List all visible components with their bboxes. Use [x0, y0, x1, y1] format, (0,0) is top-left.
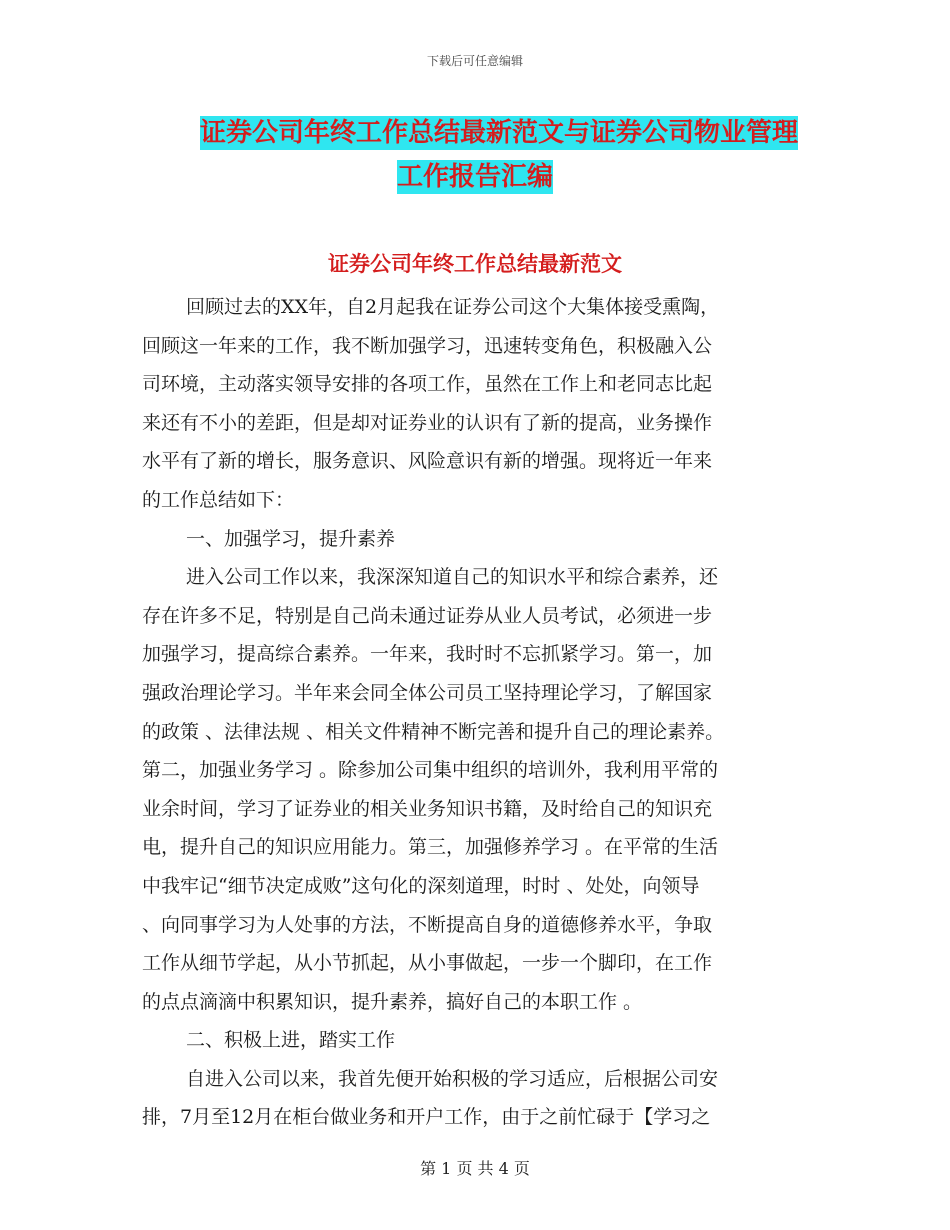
text-line: 排，7月至12月在柜台做业务和开户工作，由于之前忙碌于【学习之 [142, 1106, 711, 1129]
text-line: 中我牢记“细节决定成败”这句化的深刻道理，时时 、处处，向领导 [142, 874, 700, 897]
text-line: 的点点滴滴中积累知识，提升素养，搞好自己的本职工作 。 [142, 990, 643, 1013]
section-heading-1: 一、加强学习，提升素养 [186, 527, 396, 550]
section-heading-2: 二、积极上进，踏实工作 [186, 1029, 396, 1052]
text-line: 加强学习，提高综合素养。一年来，我时时不忘抓紧学习。第一，加 [142, 643, 713, 666]
text-line: 业余时间，学习了证券业的相关业务知识书籍，及时给自己的知识充 [142, 797, 713, 820]
text-line: 司环境，主动落实领导安排的各项工作，虽然在工作上和老同志比起 [142, 373, 713, 396]
text-line: 的政策 、法律法规 、相关文件精神不断完善和提升自己的理论素养。 [142, 720, 725, 743]
section-title: 证券公司年终工作总结最新范文 [328, 252, 622, 276]
text-line: 存在许多不足，特别是自己尚未通过证券从业人员考试，必须进一步 [142, 604, 713, 627]
text-line: 回顾过去的XX年，自2月起我在证券公司这个大集体接受熏陶， [186, 296, 720, 318]
text-line: 自进入公司以来，我首先便开始积极的学习适应，后根据公司安 [186, 1067, 719, 1090]
page-number-footer: 第 1 页 共 4 页 [420, 1159, 530, 1178]
text-line: 的工作总结如下： [142, 488, 295, 511]
document-title-line-1 [24, 112, 950, 149]
text-line: 水平有了新的增长，服务意识、风险意识有新的增强。现将近一年来 [142, 450, 713, 473]
text-line: 进入公司工作以来，我深深知道自己的知识水平和综合素养，还 [186, 566, 719, 589]
document-title-line-2-text: 工作报告汇编 [396, 162, 553, 192]
text-line: 第二，加强业务学习 。除参加公司集中组织的培训外，我利用平常的 [142, 759, 719, 782]
text-line: 、向同事学习为人处事的方法，不断提高自身的道德修养水平，争取 [142, 913, 713, 936]
text-line: 强政治理论学习。半年来会同全体公司员工坚持理论学习，了解国家 [142, 681, 713, 704]
text-line: 电，提升自己的知识应用能力。第三，加强修养学习 。在平常的生活 [142, 836, 719, 859]
document-body [142, 288, 810, 1137]
document-title-line-2 [0, 156, 950, 193]
text-line: 来还有不小的差距，但是却对证券业的认识有了新的提高，业务操作 [142, 411, 713, 434]
text-line: 回顾这一年来的工作，我不断加强学习，迅速转变角色，积极融入公 [142, 334, 713, 357]
document-title-line-1-text: 证券公司年终工作总结最新范文与证券公司物业管理 [199, 118, 798, 148]
page-header-note: 下载后可任意编辑 [426, 54, 523, 68]
text-line: 工作从细节学起，从小节抓起，从小事做起，一步一个脚印，在工作 [142, 952, 713, 975]
